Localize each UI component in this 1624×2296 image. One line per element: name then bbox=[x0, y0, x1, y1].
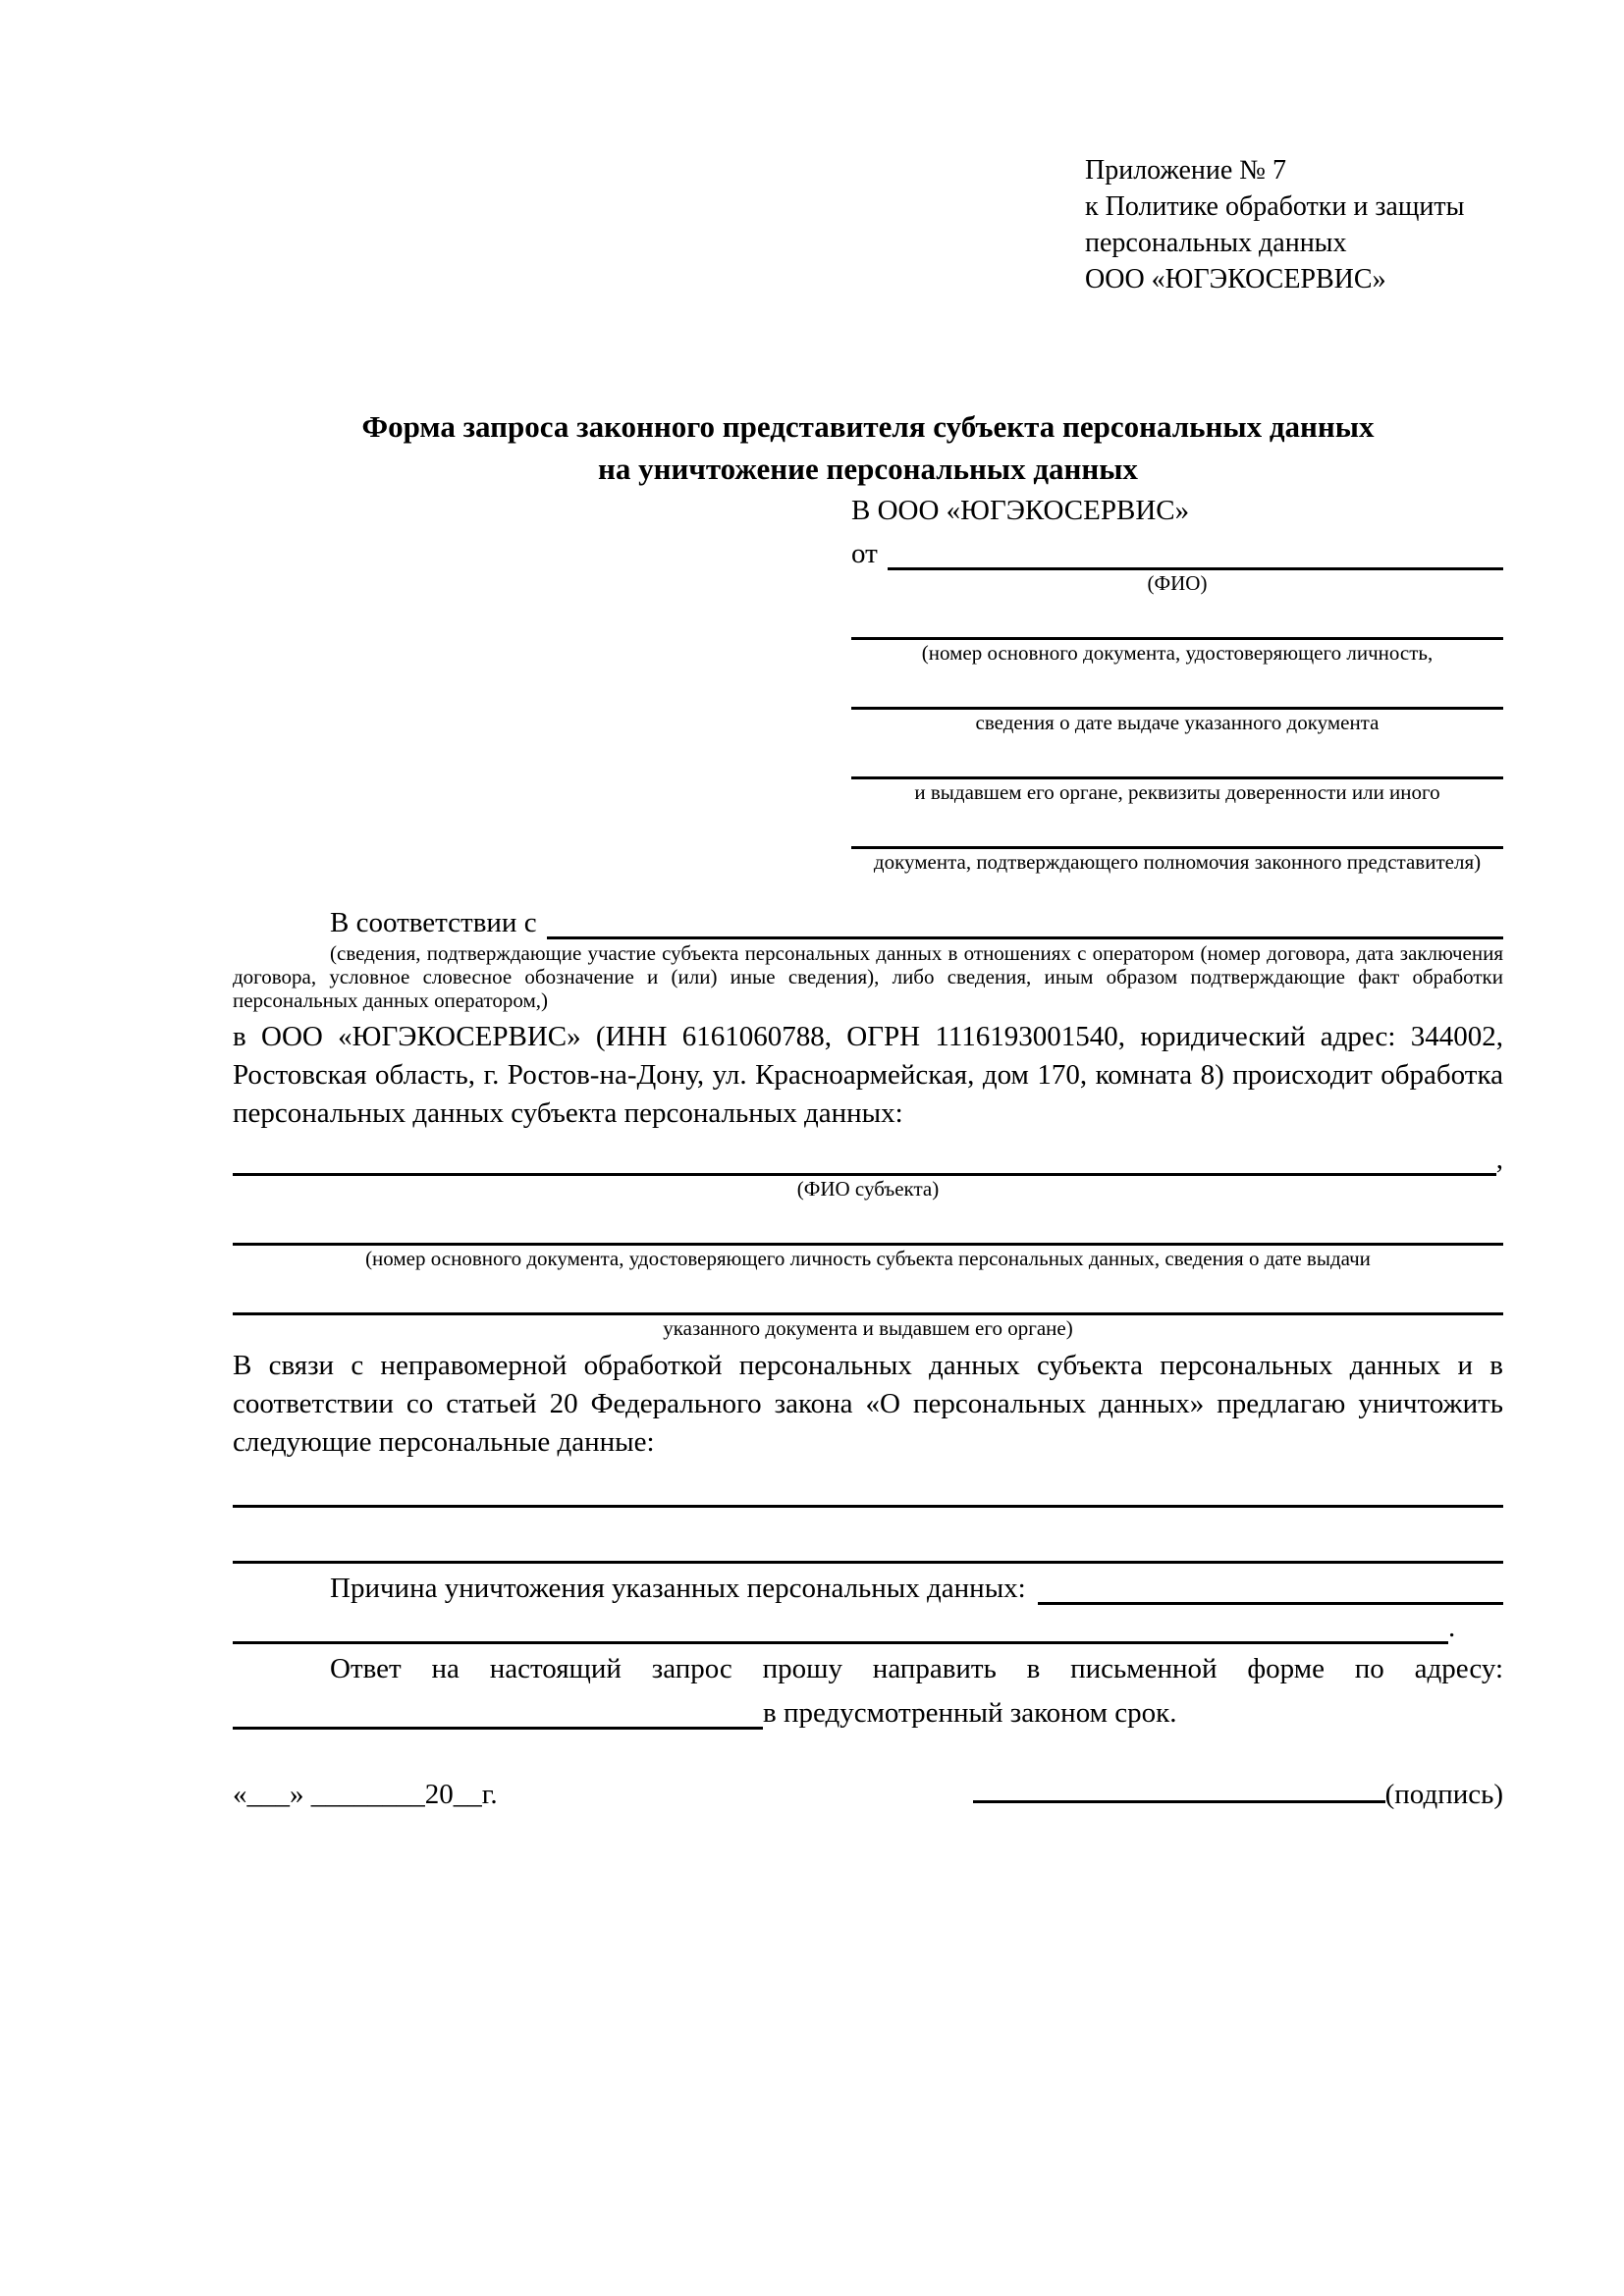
reason-continuation-row bbox=[233, 1605, 1503, 1644]
fio-caption: (ФИО) bbox=[1147, 571, 1208, 595]
signature-caption: (подпись) bbox=[1384, 1779, 1503, 1810]
accordance-row bbox=[233, 900, 1503, 939]
from-row bbox=[851, 531, 1503, 570]
subject-doc-caption-2: указанного документа и выдавшем его органе) bbox=[663, 1316, 1073, 1340]
subject-fio-caption: (ФИО субъекта) bbox=[796, 1177, 940, 1201]
representative-doc-line-2 bbox=[851, 666, 1503, 710]
form-title bbox=[233, 405, 1503, 490]
signature-blank-line bbox=[973, 1800, 1385, 1803]
operator-paragraph: в ООО «ЮГЭКОСЕРВИС» (ИНН 6161060788, ОГРН 1116193001540, юридический адрес: 344002, Ростовская область, г. Ростов-на-Дону, ул. Красноармейская, дом 170, комната 8) происходит обработка персональных данных субъекта персональных данных: bbox=[233, 1021, 1503, 1129]
appendix-line: ООО «ЮГЭКОСЕРВИС» bbox=[1085, 264, 1386, 294]
representative-doc-line-3 bbox=[851, 735, 1503, 779]
appendix-line: к Политике обработки и защиты bbox=[1085, 191, 1465, 222]
representative-doc-caption-2: сведения о дате выдаче указанного документа bbox=[975, 711, 1380, 734]
representative-doc-line-4 bbox=[851, 805, 1503, 849]
form-title-line-1: Форма запроса законного представителя субъекта персональных данных bbox=[361, 409, 1375, 444]
reply-address-blank-line bbox=[233, 1727, 763, 1730]
appendix-header bbox=[1085, 152, 1503, 297]
subject-fio-row bbox=[233, 1133, 1503, 1176]
from-label: от bbox=[851, 538, 878, 569]
signature-area bbox=[973, 1779, 1503, 1811]
subject-doc-line-1 bbox=[233, 1201, 1503, 1246]
appendix-line: персональных данных bbox=[1085, 228, 1347, 258]
sentence-period: . bbox=[1448, 1612, 1456, 1643]
subject-doc-caption-1: (номер основного документа, удостоверяющего личность субъекта персональных данных, сведения о дате выдачи bbox=[365, 1247, 1371, 1270]
footer-row bbox=[233, 1779, 1503, 1811]
reply-address-row bbox=[233, 1688, 1503, 1730]
appendix-line: Приложение № 7 bbox=[1085, 155, 1286, 186]
representative-doc-line-1 bbox=[851, 596, 1503, 640]
reason-blank-line bbox=[1038, 1602, 1503, 1605]
reply-tail: в предусмотренный законом срок. bbox=[763, 1697, 1177, 1729]
representative-doc-caption-3: и выдавшем его органе, реквизиты доверенности или иного bbox=[914, 780, 1440, 804]
subject-fio-comma: , bbox=[1495, 1144, 1503, 1175]
request-paragraph: В связи с неправомерной обработкой персональных данных субъекта персональных данных и в соответствии со статьей 20 Федерального закона «О персональных данных» предлагаю уничтожить следующие персональные данные: bbox=[233, 1350, 1503, 1458]
accordance-label: В соответствии с bbox=[330, 907, 537, 938]
personal-data-blank-line-2 bbox=[233, 1508, 1503, 1564]
accordance-blank-line bbox=[547, 936, 1503, 939]
addressee-to: В ООО «ЮГЭКОСЕРВИС» bbox=[851, 495, 1190, 526]
reason-label: Причина уничтожения указанных персональных данных: bbox=[330, 1573, 1026, 1604]
reason-blank-line-2 bbox=[233, 1641, 1448, 1644]
subject-doc-line-2 bbox=[233, 1271, 1503, 1315]
accordance-note: (сведения, подтверждающие участие субъекта персональных данных в отношениях с оператором (номер договора, дата заключения договора, условное словесное обозначение и (или) иные сведения), либо сведения, иным образом подтверждающие факт обработки персональных данных оператором,) bbox=[233, 941, 1503, 1012]
form-title-line-2: на уничтожение персональных данных bbox=[598, 452, 1138, 486]
representative-doc-caption-1: (номер основного документа, удостоверяющего личность, bbox=[921, 641, 1434, 665]
addressee-block bbox=[851, 490, 1503, 875]
document-content bbox=[233, 152, 1503, 1811]
personal-data-blank-line-1 bbox=[233, 1462, 1503, 1508]
reason-row bbox=[233, 1564, 1503, 1605]
representative-doc-caption-4: документа, подтверждающего полномочия законного представителя) bbox=[873, 850, 1482, 874]
reply-paragraph: Ответ на настоящий запрос прошу направить в письменной форме по адресу: bbox=[330, 1653, 1503, 1684]
date-line: «___» ________20__г. bbox=[233, 1779, 498, 1810]
